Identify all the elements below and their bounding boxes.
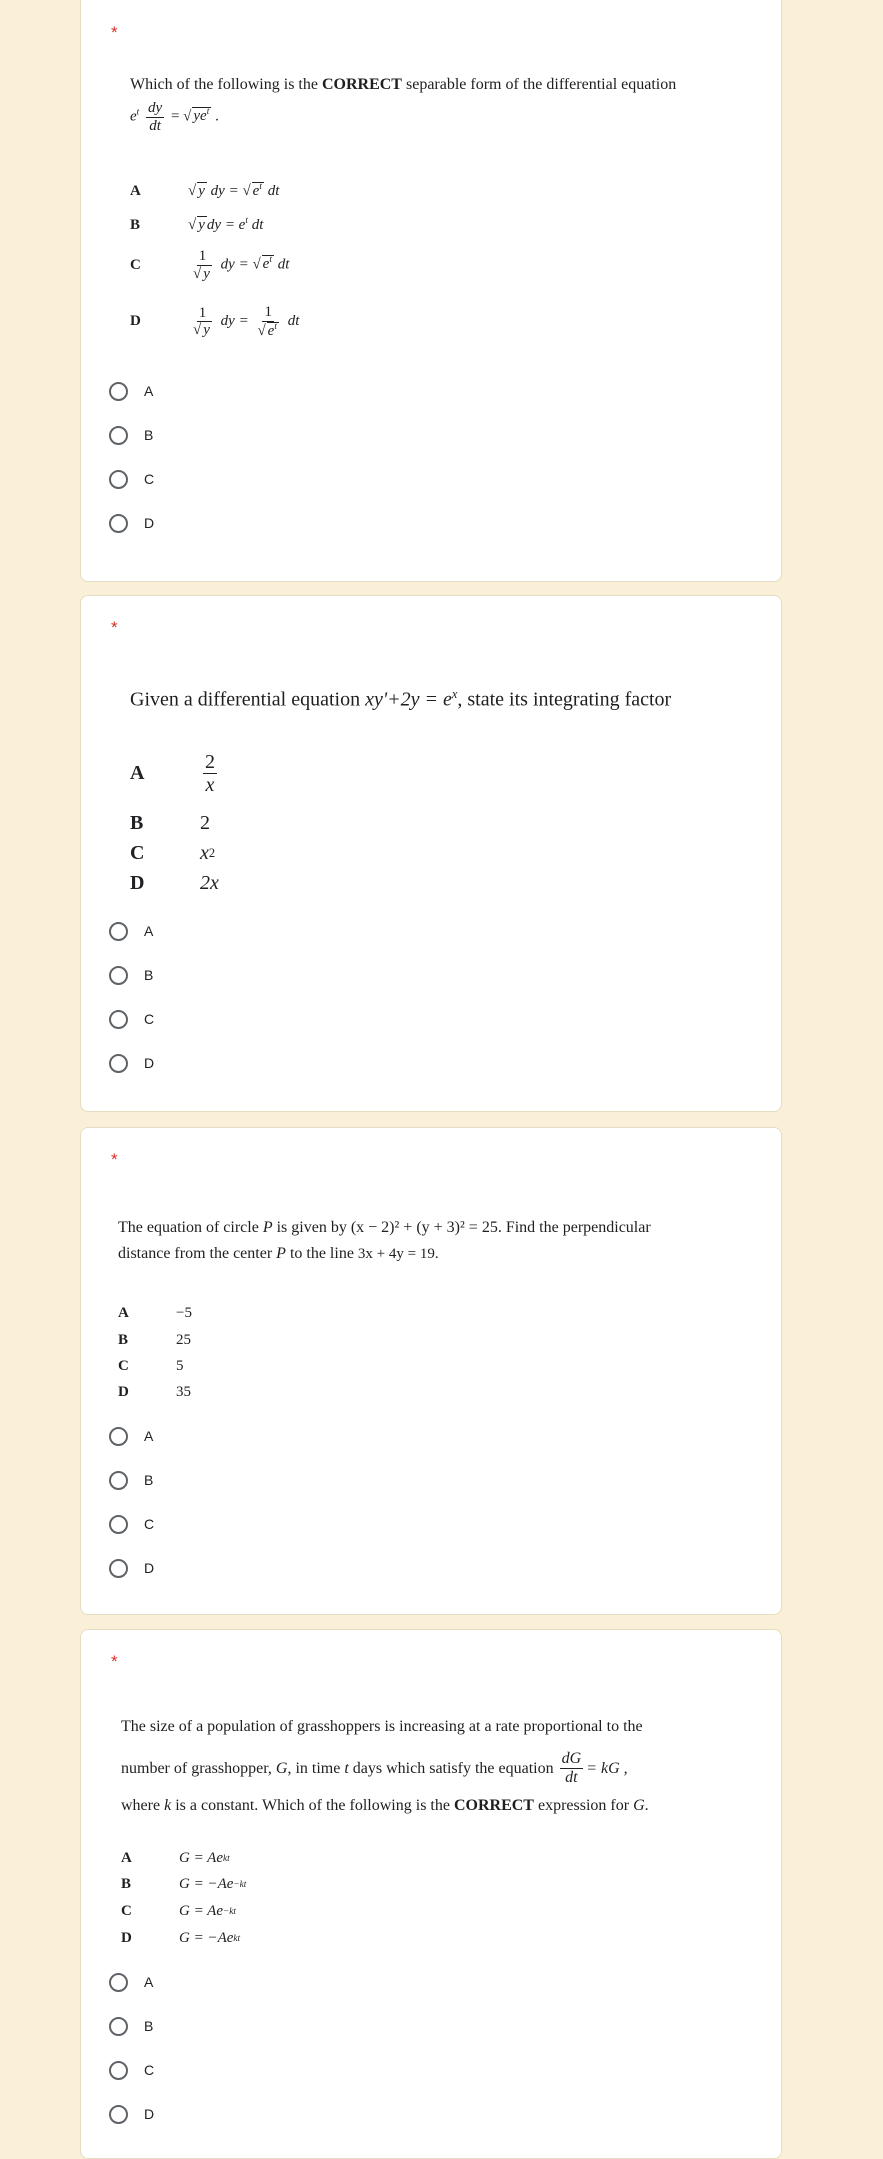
choice-b[interactable]: B <box>109 1468 153 1492</box>
choice-b[interactable]: B <box>109 2014 153 2038</box>
choice-d[interactable]: D <box>109 2102 154 2126</box>
radio-button[interactable] <box>109 922 128 941</box>
radio-button[interactable] <box>109 966 128 985</box>
radio-button[interactable] <box>109 1427 128 1446</box>
radio-button[interactable] <box>109 1010 128 1029</box>
radio-button[interactable] <box>109 1973 128 1992</box>
option-row: C G = Ae −kt <box>121 1903 236 1919</box>
question-card-2 <box>80 595 782 1112</box>
question-text: The equation of circle P is given by (x − 2)² + (y + 3)² = 25. Find the perpendicular distance from the center P to the line 3x + 4y = 19. <box>118 1219 651 1262</box>
choice-a[interactable]: A <box>109 1424 153 1448</box>
option-row: A √ y dy = √ $e^t$ dt <box>130 182 280 199</box>
choice-b[interactable]: B <box>109 423 153 447</box>
radio-button[interactable] <box>109 1054 128 1073</box>
radio-button[interactable] <box>109 1515 128 1534</box>
question-card-3 <box>80 1127 782 1615</box>
option-row: C 5 <box>118 1358 184 1374</box>
option-row: B √ y dy = $e^t$ dt <box>130 216 264 233</box>
radio-button[interactable] <box>109 2017 128 2036</box>
radio-button[interactable] <box>109 2061 128 2080</box>
choice-d[interactable]: D <box>109 1051 154 1075</box>
question-text: The size of a population of grasshoppers is increasing at a rate proportional to the number of grasshopper, G , in time t days which satisfy the equation $\frac{dG}{dt}$ = kG , where k is a constant. Which of the following is the CORRECT expression for G. <box>121 1718 649 1815</box>
option-row: A −5 <box>118 1305 192 1321</box>
option-row: A $\frac{2}{x}$ <box>130 751 215 796</box>
option-row: B G = −Ae −kt <box>121 1876 247 1892</box>
choice-c[interactable]: C <box>109 467 154 491</box>
choice-a[interactable]: A <box>109 919 153 943</box>
radio-button[interactable] <box>109 426 128 445</box>
required-mark: * <box>111 1652 118 1671</box>
option-row: C $\frac{1}{√ y}$ dy = √ $e^t$ dt <box>130 248 290 282</box>
choice-d[interactable]: D <box>109 511 154 535</box>
choice-c[interactable]: C <box>109 2058 154 2082</box>
radio-button[interactable] <box>109 470 128 489</box>
option-row: A G = Ae kt <box>121 1850 230 1866</box>
radio-button[interactable] <box>109 382 128 401</box>
choice-c[interactable]: C <box>109 1007 154 1031</box>
radio-button[interactable] <box>109 514 128 533</box>
question-card-4 <box>80 1629 782 2159</box>
radio-button[interactable] <box>109 1471 128 1490</box>
radio-button[interactable] <box>109 2105 128 2124</box>
choice-d[interactable]: D <box>109 1556 154 1580</box>
question-equation: $e^t$ $\frac{dy}{dt}$ = √ $ye^t$ . <box>130 100 219 134</box>
option-row: D 2x <box>130 872 219 894</box>
question-card-1 <box>80 0 782 582</box>
option-row: C x 2 <box>130 842 216 864</box>
option-row: B 2 <box>130 812 210 834</box>
question-text: Which of the following is the CORRECT separable form of the differential equation $e^t$ $\frac{dy}{dt}$ = √ $ye^t$ . <box>130 76 677 134</box>
required-mark: * <box>111 618 118 637</box>
option-row: D G = −Ae kt <box>121 1930 241 1946</box>
choice-a[interactable]: A <box>109 379 153 403</box>
required-mark: * <box>111 1150 118 1169</box>
required-mark: * <box>111 23 118 42</box>
choice-a[interactable]: A <box>109 1970 153 1994</box>
option-row: D $\frac{1}{√ y}$ dy = $\frac{1}{√ e^t}$ dt <box>130 304 300 339</box>
choice-c[interactable]: C <box>109 1512 154 1536</box>
radio-button[interactable] <box>109 1559 128 1578</box>
option-row: D 35 <box>118 1384 191 1400</box>
option-row: B 25 <box>118 1332 191 1348</box>
choice-b[interactable]: B <box>109 963 153 987</box>
question-text: Given a differential equation $xy'+2y = e^x$, state its integrating factor <box>130 687 672 711</box>
